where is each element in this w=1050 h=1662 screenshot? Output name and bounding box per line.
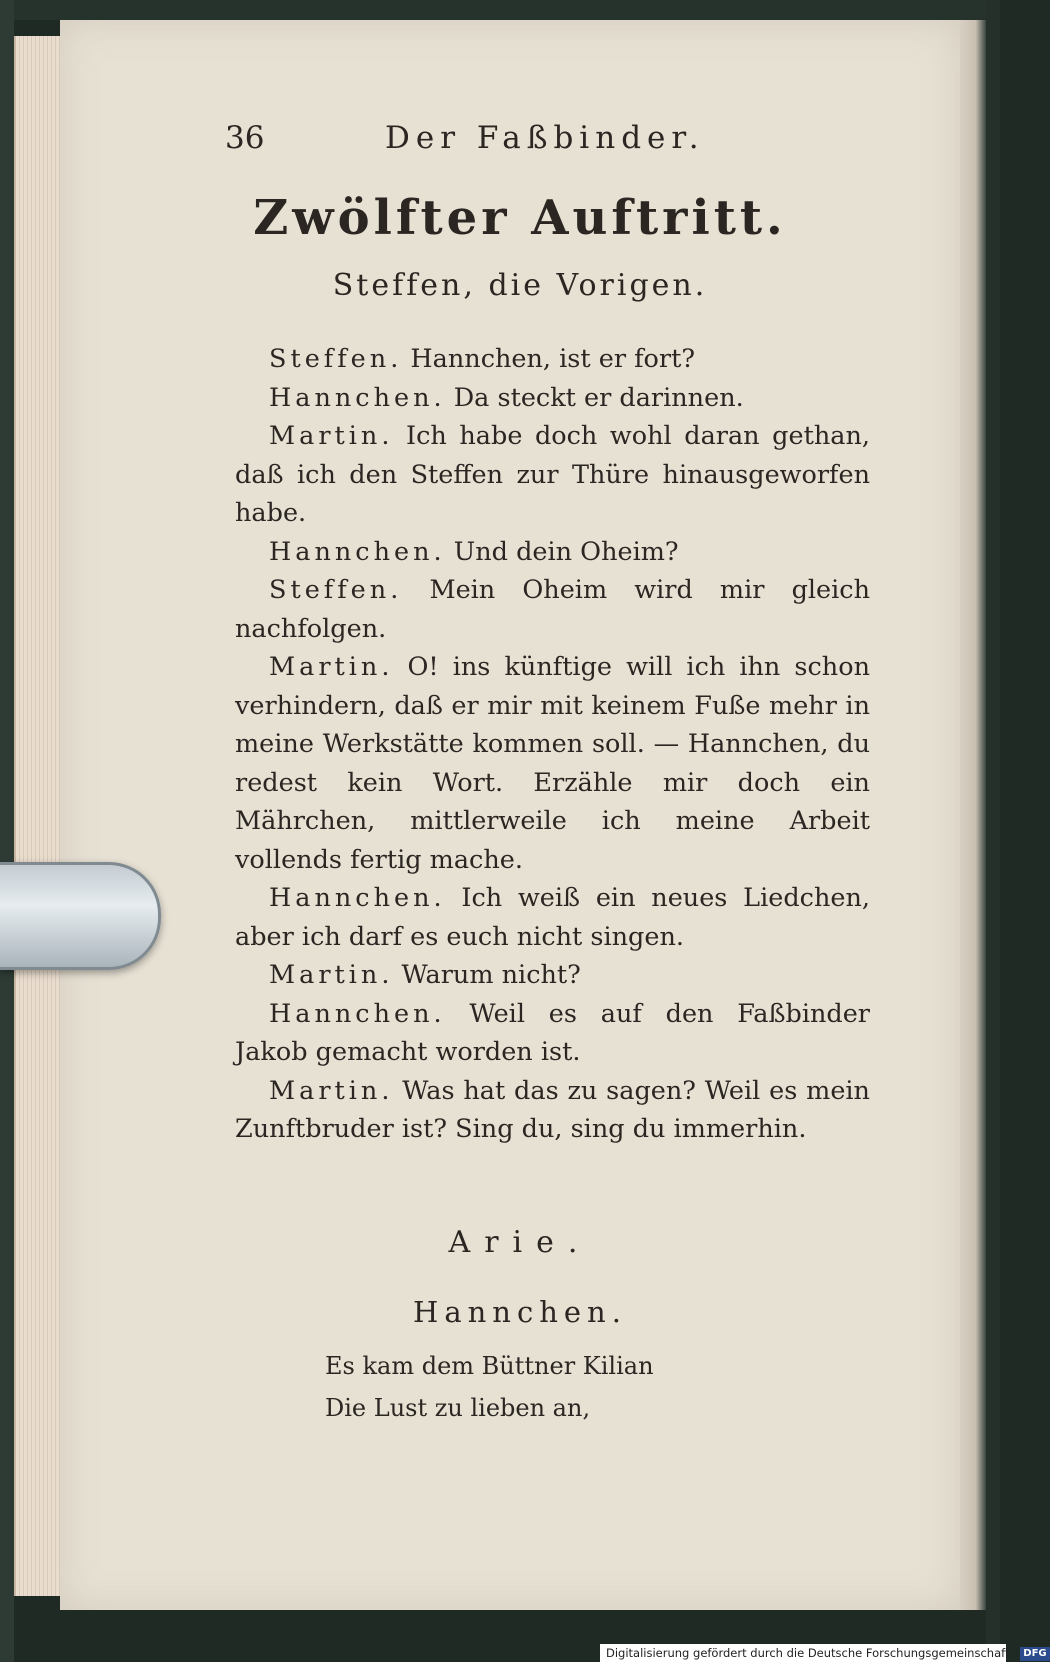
dialogue-text: O! ins künftige will ich ihn schon verhindern, daß er mir mit keinem Fuße mehr in meine Werkstätte kommen soll. — Hannchen, du redest kein Wort. Erzähle mir doch ein Mährchen, mittlerweile ich meine Arbeit vollends fertig mache. [235,652,870,875]
dialogue-block [235,340,870,1149]
right-page-edges [960,20,986,1610]
digitization-credit [600,1644,1047,1662]
dialogue-line [235,571,870,648]
dialogue-text: Weil es auf den Faßbinder Jakob gemacht worden ist. [235,998,870,1067]
credit-text: Digitalisierung gefördert durch die Deutsche Forschungsgemeinschaft - [606,1646,1018,1660]
speaker-name: Martin. [269,421,394,451]
speaker-name: Steffen. [269,344,403,374]
speaker-name: Martin. [269,1075,394,1106]
dialogue-line [235,417,870,533]
dialogue-line [235,379,870,418]
scene-title: Zwölfter Auftritt. [253,190,787,246]
dialogue-line [235,956,870,995]
scene-cast: Steffen, die Vorigen. [332,268,708,303]
dialogue-line [235,340,870,379]
dialogue-text: Hannchen, ist er fort? [402,344,696,374]
speaker-name: Hannchen. [269,382,446,413]
aria-speaker: Hannchen. [413,1295,627,1329]
running-title: Der Faßbinder. [385,120,705,156]
scan-top-edge [0,0,1000,20]
scan-right-edge [986,0,1000,1662]
dialogue-text: Was hat das zu sagen? Weil es mein Zunftbruder ist? Sing du, sing du immerhin. [235,1075,870,1144]
dialogue-text: Da steckt er darinnen. [445,382,744,413]
dialogue-line [235,1072,870,1149]
verse-line: Es kam dem Büttner Kilian [325,1352,654,1380]
dialogue-line [235,879,870,956]
page-number: 36 [225,120,265,156]
speaker-name: Martin. [269,960,394,990]
speaker-name: Hannchen. [269,536,446,567]
scanner-page-clip [0,862,161,970]
speaker-name: Hannchen. [269,883,446,913]
dialogue-line [235,995,870,1072]
dialogue-text: Ich weiß ein neues Liedchen, aber ich darf es euch nicht singen. [235,883,870,952]
dialogue-line [235,533,870,572]
verse-line: Die Lust zu lieben an, [325,1394,591,1422]
speaker-name: Steffen. [269,575,403,605]
speaker-name: Martin. [269,652,394,682]
dfg-logo: DFG [1020,1647,1049,1661]
aria-verse [325,1345,825,1429]
dialogue-text: Mein Oheim wird mir gleich nachfolgen. [235,575,870,644]
dialogue-text: Warum nicht? [393,960,581,990]
scan-left-edge [0,0,14,1662]
speaker-name: Hannchen. [269,998,446,1029]
aria-title: Arie. [448,1225,592,1260]
dialogue-text: Ich habe doch wohl daran gethan, daß ich den Steffen zur Thüre hinausgeworfen habe. [235,421,870,528]
dialogue-line [235,648,870,879]
dialogue-text: Und dein Oheim? [445,536,679,567]
